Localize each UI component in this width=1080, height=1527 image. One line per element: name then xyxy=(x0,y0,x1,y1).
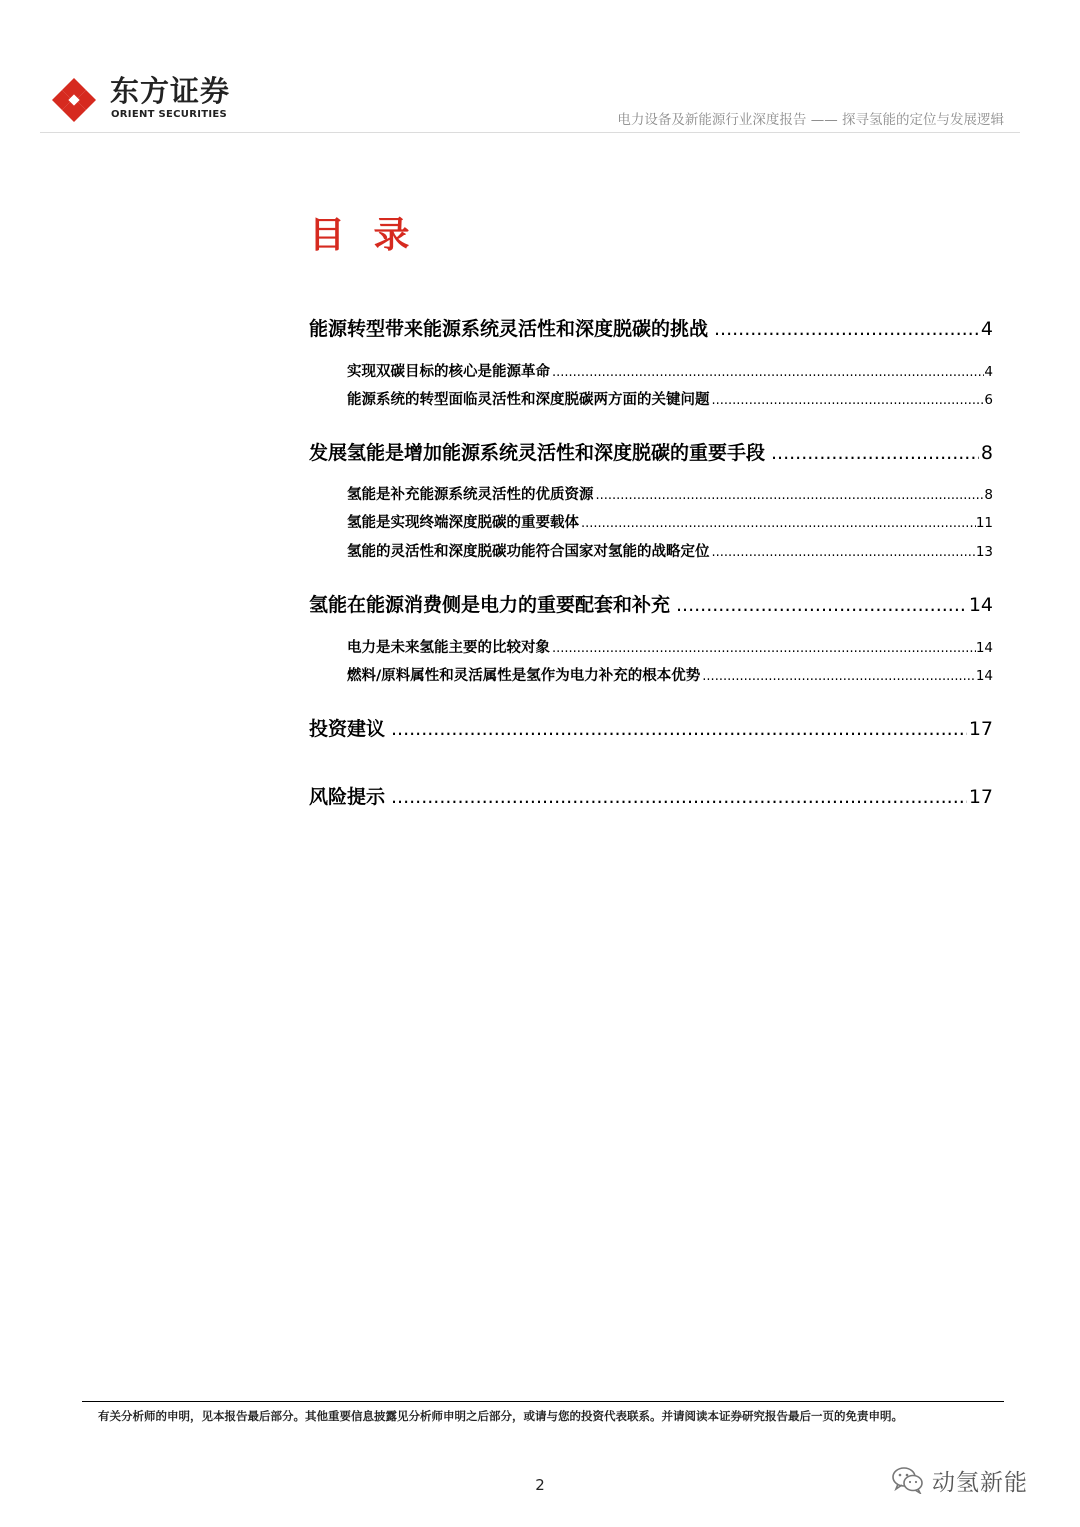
toc-entry-level2[interactable] xyxy=(347,362,993,382)
header-divider xyxy=(40,132,1020,133)
toc-leader-dots xyxy=(771,440,979,466)
toc-entry-label: 氢能是补充能源系统灵活性的优质资源 xyxy=(347,487,594,503)
toc-leader-dots xyxy=(391,716,967,742)
toc-entry-level2[interactable] xyxy=(347,513,993,533)
toc-entry-level1[interactable] xyxy=(309,316,993,342)
toc-title: 目 录 xyxy=(309,215,418,256)
toc-entry-page: 4 xyxy=(984,364,993,380)
toc-leader-dots xyxy=(712,391,985,411)
toc-entry-level1[interactable] xyxy=(309,440,993,466)
toc-leader-dots xyxy=(676,592,967,618)
toc-leader-dots xyxy=(702,667,976,687)
toc-leader-dots xyxy=(712,543,976,563)
watermark-text: 动氢新能 xyxy=(932,1469,1028,1496)
toc-entry-label: 氢能的灵活性和深度脱碳功能符合国家对氢能的战略定位 xyxy=(347,544,710,560)
toc-leader-dots xyxy=(552,363,984,383)
toc-entry-level2[interactable] xyxy=(347,666,993,686)
toc-leader-dots xyxy=(714,316,979,342)
toc-entry-page: 17 xyxy=(968,718,993,740)
toc-entry-level2[interactable] xyxy=(347,638,993,658)
toc-entry-label: 发展氢能是增加能源系统灵活性和深度脱碳的重要手段 xyxy=(309,442,766,464)
toc-entry-page: 8 xyxy=(980,442,993,464)
toc-entry-label: 燃料/原料属性和灵活属性是氢作为电力补充的根本优势 xyxy=(347,668,701,684)
toc-entry-page: 17 xyxy=(968,786,993,808)
orient-logo xyxy=(50,72,250,128)
toc-entry-level1[interactable] xyxy=(309,784,993,810)
toc-entry-page: 13 xyxy=(975,544,993,560)
wechat-icon xyxy=(892,1466,924,1494)
toc-entry-label: 能源转型带来能源系统灵活性和深度脱碳的挑战 xyxy=(309,318,709,340)
toc-entry-page: 14 xyxy=(968,594,993,616)
toc-entry-label: 投资建议 xyxy=(309,718,386,740)
toc-entry-label: 氢能是实现终端深度脱碳的重要载体 xyxy=(347,515,579,531)
toc-leader-dots xyxy=(391,784,967,810)
toc-entry-level2[interactable] xyxy=(347,485,993,505)
footer-disclaimer: 有关分析师的申明，见本报告最后部分。其他重要信息披露见分析师申明之后部分，或请与您的投资代表联系。并请阅读本证券研究报告最后一页的免责申明。 xyxy=(98,1409,903,1423)
toc-leader-dots xyxy=(581,514,976,534)
toc-entry-level2[interactable] xyxy=(347,390,993,410)
toc-leader-dots xyxy=(552,639,976,659)
watermark xyxy=(892,1462,1028,1498)
toc-entry-level1[interactable] xyxy=(309,592,993,618)
report-title: 电力设备及新能源行业深度报告 —— 探寻氢能的定位与发展逻辑 xyxy=(617,112,1004,128)
toc-entry-label: 氢能在能源消费侧是电力的重要配套和补充 xyxy=(309,594,671,616)
toc-entry-label: 能源系统的转型面临灵活性和深度脱碳两方面的关键问题 xyxy=(347,392,710,408)
toc-entry-label: 实现双碳目标的核心是能源革命 xyxy=(347,364,550,380)
toc-leader-dots xyxy=(596,486,985,506)
logo-chinese-name: 东方证券 xyxy=(110,74,231,108)
toc-entry-page: 8 xyxy=(984,487,993,503)
toc-entry-label: 电力是未来氢能主要的比较对象 xyxy=(347,640,550,656)
footer-divider xyxy=(82,1401,1004,1402)
toc-entry-page: 14 xyxy=(975,668,993,684)
page-number: 2 xyxy=(535,1476,545,1494)
toc-entry-label: 风险提示 xyxy=(309,786,386,808)
toc-entry-page: 4 xyxy=(980,318,993,340)
logo-english-name: ORIENT SECURITIES xyxy=(111,109,228,120)
toc-entry-level1[interactable] xyxy=(309,716,993,742)
toc-entry-page: 14 xyxy=(975,640,993,656)
toc-entry-page: 11 xyxy=(975,515,993,531)
toc-entry-page: 6 xyxy=(984,392,993,408)
toc-entry-level2[interactable] xyxy=(347,542,993,562)
orient-logo-icon xyxy=(50,76,98,124)
